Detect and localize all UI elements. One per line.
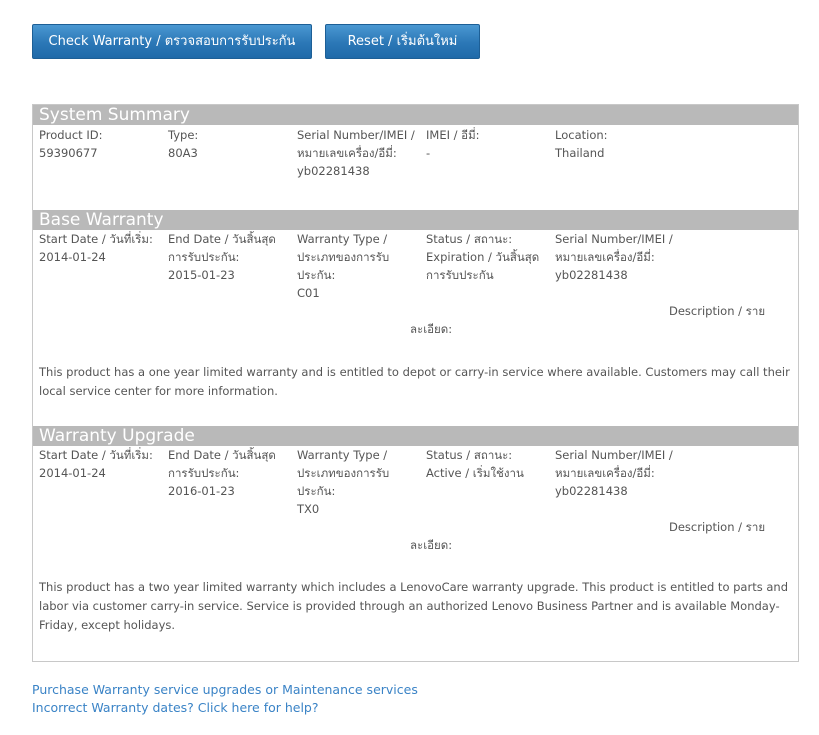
imei-value: -: [426, 146, 431, 160]
product-id-cell: [39, 126, 165, 162]
upgrade-status-value: Active / เริ่มใช้งาน: [426, 466, 524, 480]
upgrade-type-cell: [297, 446, 423, 518]
upgrade-description-label: Description / ราย: [669, 520, 766, 534]
system-summary-header: System Summary: [33, 105, 798, 125]
base-description-text: This product has a one year limited warranty and is entitled to depot or carry-in service where available. Customers may call their local service center for more information.: [39, 365, 790, 398]
base-serial-value: yb02281438: [555, 268, 628, 282]
location-value: Thailand: [555, 146, 605, 160]
type-label: Type:: [168, 128, 199, 142]
warranty-results-panel: [32, 104, 799, 662]
serial-label: Serial Number/IMEI / หมายเลขเครื่อง/อีมี่:: [297, 128, 415, 160]
base-start-value: 2014-01-24: [39, 250, 106, 264]
base-status-value: Expiration / วันสิ้นสุดการรับประกัน: [426, 250, 540, 282]
upgrade-serial-value: yb02281438: [555, 484, 628, 498]
base-status-cell: [426, 230, 552, 284]
upgrade-type-value: TX0: [297, 502, 320, 516]
base-type-cell: [297, 230, 423, 302]
upgrade-serial-cell: [555, 446, 681, 500]
upgrade-end-value: 2016-01-23: [168, 484, 235, 498]
reset-button[interactable]: Reset / เริ่มต้นใหม่: [325, 24, 480, 59]
serial-cell: [297, 126, 423, 180]
purchase-upgrades-link[interactable]: Purchase Warranty service upgrades or Maintenance services: [32, 682, 418, 697]
type-value: 80A3: [168, 146, 198, 160]
base-warranty-header: Base Warranty: [33, 210, 798, 230]
warranty-upgrade-header: Warranty Upgrade: [33, 426, 798, 446]
base-start-cell: [39, 230, 165, 266]
type-cell: [168, 126, 294, 162]
upgrade-start-cell: [39, 446, 165, 482]
product-id-value: 59390677: [39, 146, 98, 160]
imei-label: IMEI / อีมี่:: [426, 128, 480, 142]
base-end-label: End Date / วันสิ้นสุดการรับประกัน:: [168, 232, 276, 264]
incorrect-dates-help-link[interactable]: Incorrect Warranty dates? Click here for help?: [32, 700, 319, 715]
upgrade-status-cell: [426, 446, 552, 482]
base-status-label: Status / สถานะ:: [426, 232, 513, 246]
base-start-label: Start Date / วันที่เริ่ม:: [39, 232, 153, 246]
location-label: Location:: [555, 128, 608, 142]
upgrade-start-label: Start Date / วันที่เริ่ม:: [39, 448, 153, 462]
base-end-cell: [168, 230, 294, 284]
product-id-label: Product ID:: [39, 128, 103, 142]
base-description-label: Description / ราย: [669, 304, 766, 318]
upgrade-status-label: Status / สถานะ:: [426, 448, 513, 462]
base-description-label-cont: ละเอียด:: [410, 322, 453, 336]
upgrade-description-label-cont: ละเอียด:: [410, 538, 453, 552]
serial-value: yb02281438: [297, 164, 370, 178]
upgrade-description-text: This product has a two year limited warranty which includes a LenovoCare warranty upgrade. This product is entitled to parts and labor via customer carry-in service. Service is provided through an authorized Lenovo Business Partner and is available Monday-Friday, except holidays.: [39, 580, 788, 632]
imei-cell: [426, 126, 552, 162]
upgrade-start-value: 2014-01-24: [39, 466, 106, 480]
check-warranty-button[interactable]: Check Warranty / ตรวจสอบการรับประกัน: [32, 24, 312, 59]
base-type-label: Warranty Type / ประเภทของการรับประกัน:: [297, 232, 390, 282]
base-serial-label: Serial Number/IMEI / หมายเลขเครื่อง/อีมี่:: [555, 232, 673, 264]
upgrade-serial-label: Serial Number/IMEI / หมายเลขเครื่อง/อีมี่:: [555, 448, 673, 480]
base-type-value: C01: [297, 286, 320, 300]
upgrade-type-label: Warranty Type / ประเภทของการรับประกัน:: [297, 448, 390, 498]
upgrade-end-label: End Date / วันสิ้นสุดการรับประกัน:: [168, 448, 276, 480]
location-cell: [555, 126, 681, 162]
upgrade-end-cell: [168, 446, 294, 500]
base-serial-cell: [555, 230, 681, 284]
base-end-value: 2015-01-23: [168, 268, 235, 282]
